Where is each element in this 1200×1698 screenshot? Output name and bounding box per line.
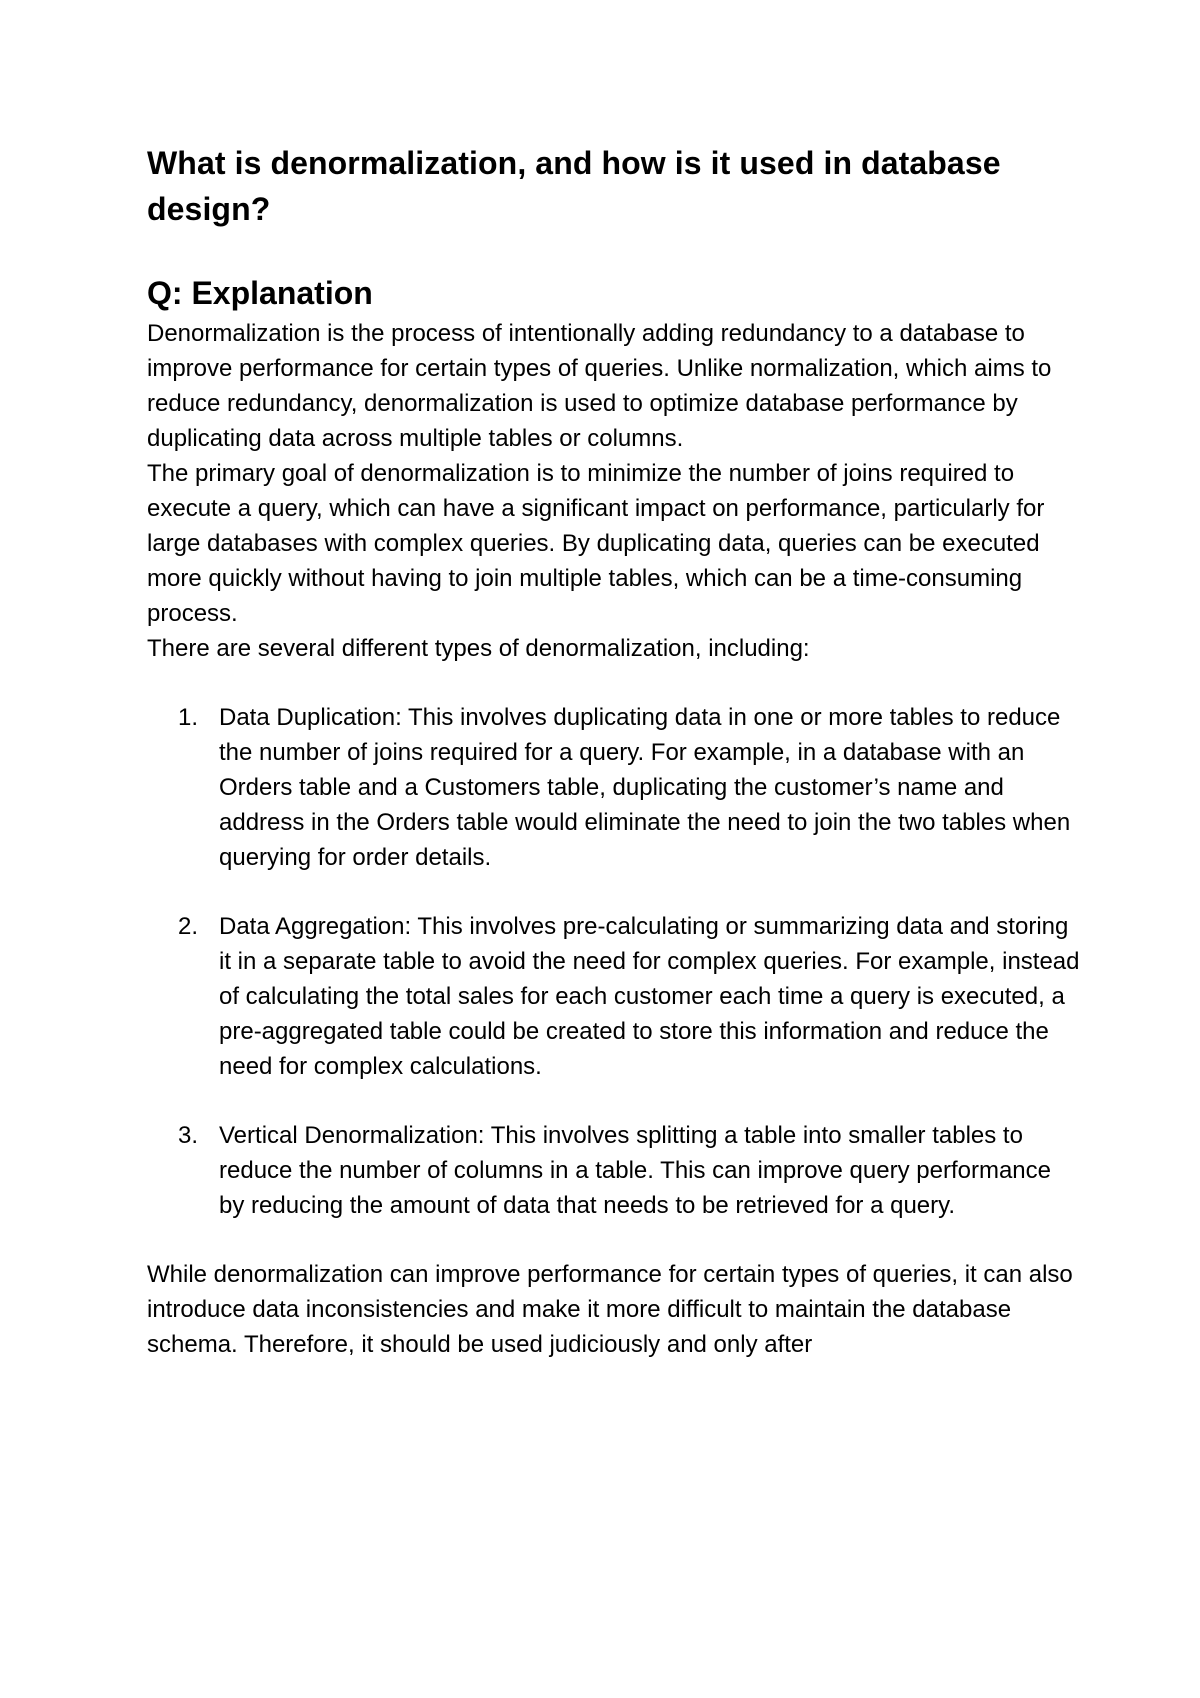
paragraph-types-intro: There are several different types of denormalization, including: (147, 635, 810, 662)
list-item (147, 700, 1082, 875)
list-item-number: 1. (178, 704, 199, 731)
section-heading: Q: Explanation (147, 275, 373, 311)
document-page (147, 140, 1082, 1362)
list-item-number: 2. (178, 913, 199, 940)
list-item-text: Data Duplication: This involves duplicating data in one or more tables to reduce the number of joins required for a query. For example, in a database with an Orders table and a Customers table, duplicating the customer’s name and address in the Orders table would eliminate the need to join the two tables when querying for order details. (219, 704, 1071, 871)
list-item (147, 1118, 1082, 1223)
list-item-text: Vertical Denormalization: This involves splitting a table into smaller tables to reduce the number of columns in a table. This can improve query performance by reducing the amount of data that needs to be retrieved for a query. (219, 1122, 1051, 1219)
list-item-text: Data Aggregation: This involves pre-calculating or summarizing data and storing it in a separate table to avoid the need for complex queries. For example, instead of calculating the total sales for each customer each time a query is executed, a pre-aggregated table could be created to store this information and reduce the need for complex calculations. (219, 913, 1080, 1080)
closing-paragraph: While denormalization can improve performance for certain types of queries, it can also introduce data inconsistencies and make it more difficult to maintain the database schema. Therefore, it should be used judiciously and only after (147, 1261, 1073, 1358)
paragraph-goal: The primary goal of denormalization is to minimize the number of joins required to execute a query, which can have a significant impact on performance, particularly for large databases with complex queries. By duplicating data, queries can be executed more quickly without having to join multiple tables, which can be a time-consuming process. (147, 460, 1045, 627)
paragraph-definition: Denormalization is the process of intentionally adding redundancy to a database to improve performance for certain types of queries. Unlike normalization, which aims to reduce redundancy, denormalization is used to optimize database performance by duplicating data across multiple tables or columns. (147, 320, 1052, 452)
denormalization-types-list (147, 700, 1082, 1223)
page-title: What is denormalization, and how is it used in database design? (147, 145, 1001, 227)
list-item (147, 909, 1082, 1084)
list-item-number: 3. (178, 1122, 199, 1149)
